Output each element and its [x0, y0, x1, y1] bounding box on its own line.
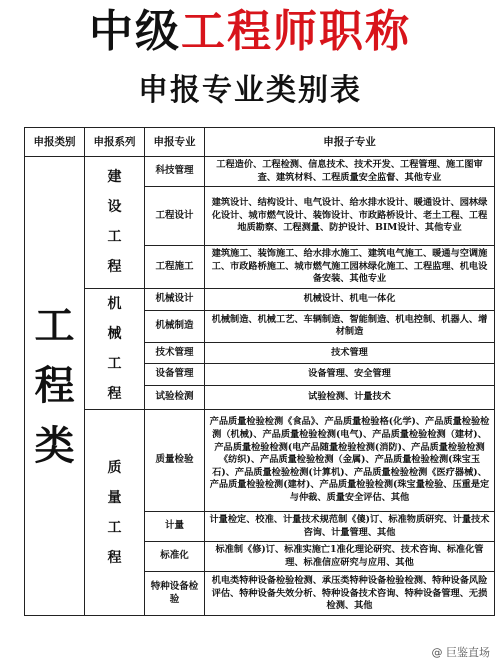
sub-major-cell: 技术管理 — [205, 343, 495, 363]
sub-major-cell: 计量检定、校准、计量技术规范制《傻)订、标准物质研究、计量技术咨询、计量管理、其他 — [205, 511, 495, 541]
sub-major-cell: 设备管理、安全管理 — [205, 363, 495, 386]
series-cell: 质 量 工 程 — [85, 409, 145, 615]
major-cell: 工程设计 — [145, 187, 205, 246]
table-row — [25, 288, 495, 310]
series-cell: 机 械 工 程 — [85, 288, 145, 409]
table-header-row — [25, 128, 495, 157]
major-cell: 机械制造 — [145, 310, 205, 343]
header-sub-major: 申报子专业 — [205, 128, 495, 157]
major-cell: 标准化 — [145, 542, 205, 572]
title-part-red: 工程师职称 — [181, 6, 411, 57]
page-subtitle: 申报专业类别表 — [138, 73, 362, 108]
sub-major-cell: 机电类特种设备检验检测、承压类特种设备检验检测、特种设备风险评估、特种设备失效分析、特种设备技术咨询、特种设备管理、无损检测、其他 — [205, 572, 495, 616]
category-cell: 工 程 类 — [25, 157, 85, 616]
sub-major-cell: 建筑设计、结构设计、电气设计、给水排水设计、暖通设计、园林绿化设计、城市燃气设计、装饰设计、市政路桥设计、老土工程、工程地质勘察、工程测量、防护设计、BIM设计、其他专业 — [205, 187, 495, 246]
major-cell: 特种设备检验 — [145, 572, 205, 616]
title-part-black: 中级 — [89, 6, 181, 57]
major-cell: 设备管理 — [145, 363, 205, 386]
major-cell: 技术管理 — [145, 343, 205, 363]
sub-major-cell: 标准制《修)订、标准实施亡1准化理论研究、技术咨询、标准化管理、标准信应研究与应用、其他 — [205, 542, 495, 572]
major-cell: 工程施工 — [145, 246, 205, 289]
sub-major-cell: 试验检测、计量技术 — [205, 386, 495, 410]
series-cell: 建 设 工 程 — [85, 157, 145, 289]
major-cell: 试验检测 — [145, 386, 205, 410]
table-row — [25, 409, 495, 511]
sub-major-cell: 机械设计、机电一体化 — [205, 288, 495, 310]
header-major: 申报专业 — [145, 128, 205, 157]
major-cell: 计量 — [145, 511, 205, 541]
major-cell: 机械设计 — [145, 288, 205, 310]
watermark: @ 巨鉴直场 — [428, 643, 495, 661]
major-cell: 科技管理 — [145, 157, 205, 187]
sub-major-cell: 产品质量检验检测《食品》、产品质量检验格(化学)、产品质量检验检测（机械)、产品质量检验检测(电气)、产品质量检验检测（建材)、产品质量检验检测(电产品随量检验检测(消防)、产品质量检验检测《纺织)、产品质量检验检测（金属)、产品质量检验检测(珠宝玉石)、产品质量检验检测(计算机)、产品质量检验检测《医疗器械)、产品质量检验检测(建材)、产品质量检验检测(珠宝量检验、压重是定与仲裁、质量安全评估、其他 — [205, 409, 495, 511]
header-category: 申报类别 — [25, 128, 85, 157]
table-row — [25, 157, 495, 187]
sub-major-cell: 建筑施工、装饰施工、给水排水施工、建筑电气施工、暖通与空调施工、市政路桥施工、城市燃气施工园林绿化施工、工程监理、机电设备安装、其他专业 — [205, 246, 495, 289]
major-cell: 质量检验 — [145, 409, 205, 511]
sub-major-cell: 机械制造、机械工艺、车辆制造、智能制造、机电控制、机器人、增材制造 — [205, 310, 495, 343]
header-series: 申报系列 — [85, 128, 145, 157]
page-title — [0, 6, 500, 58]
sub-major-cell: 工程造价、工程检测、信息技术、技术开发、工程管理、施工图审查、建筑材料、工程质量安全监督、其他专业 — [205, 157, 495, 187]
category-table — [24, 127, 495, 616]
